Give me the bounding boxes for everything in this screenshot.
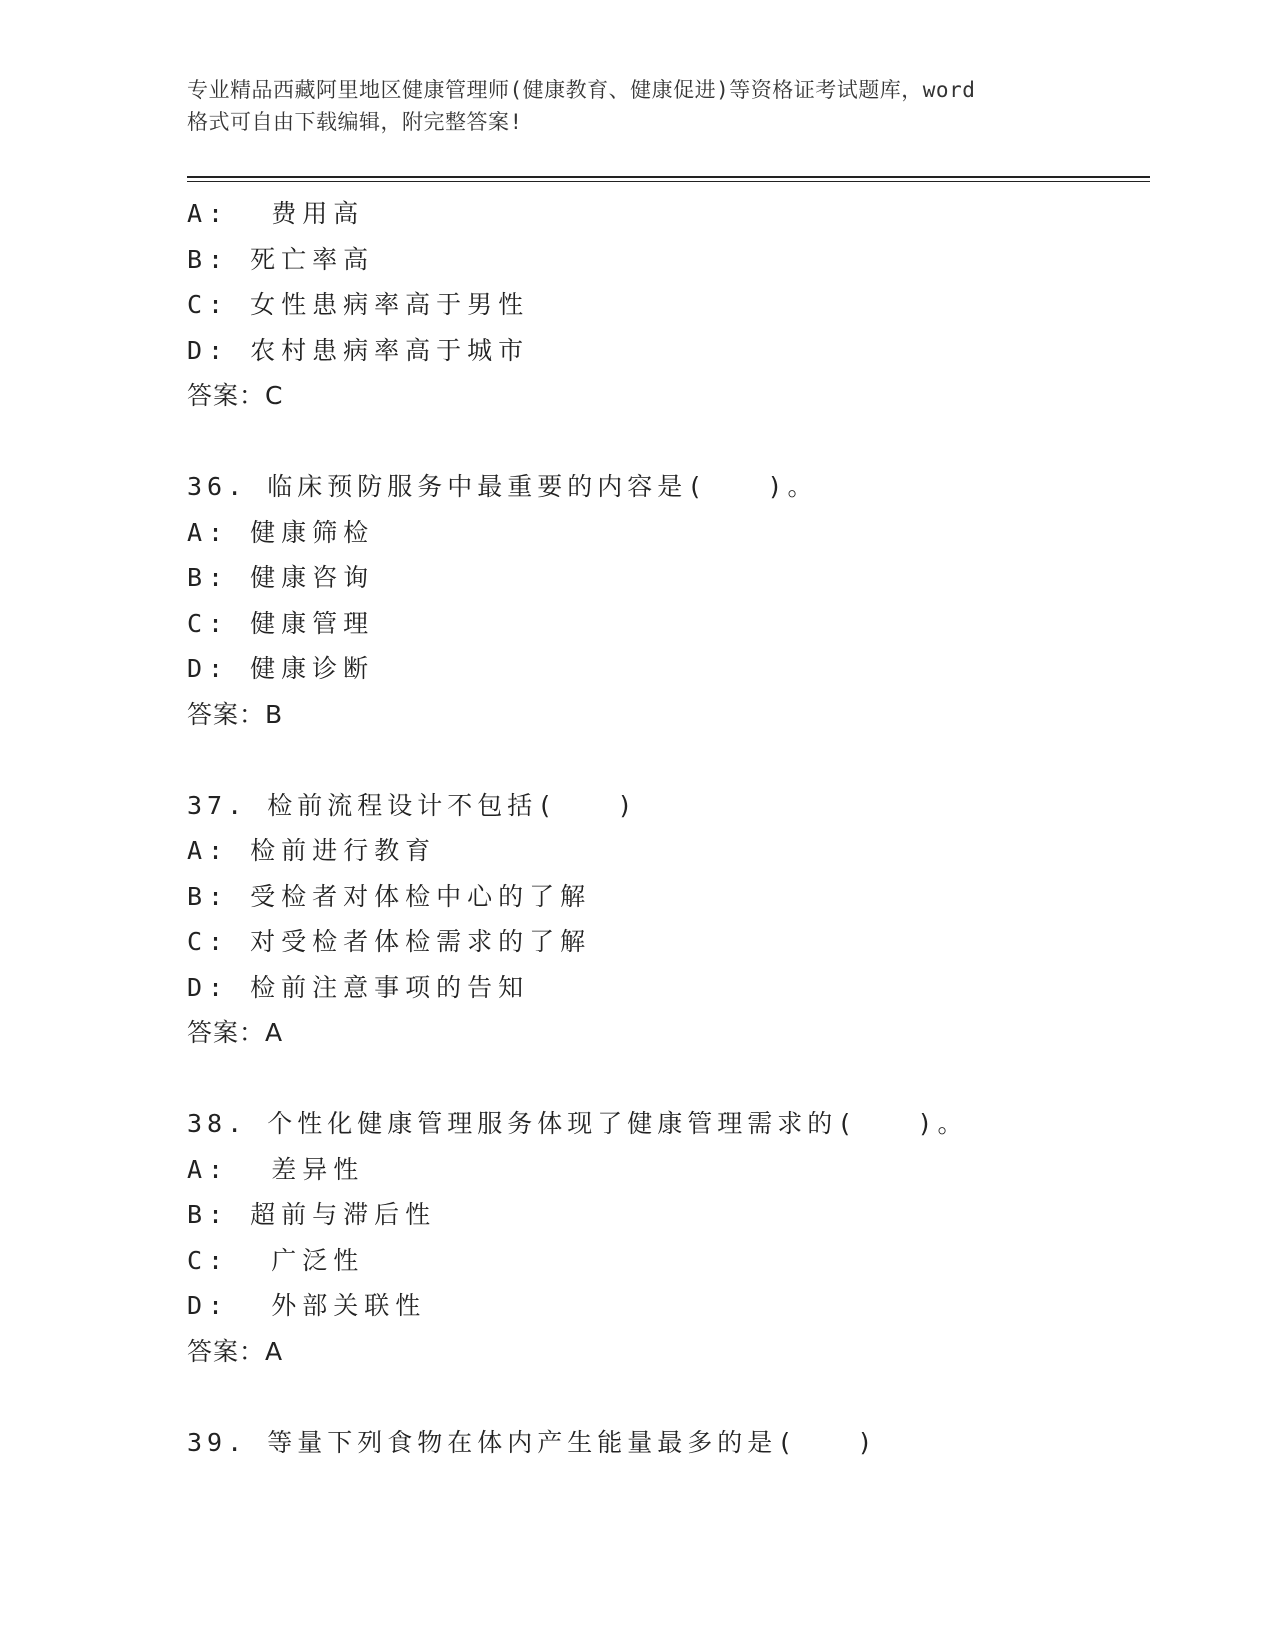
spacer bbox=[187, 737, 1147, 783]
q36-option-a: A: 健康筛检 bbox=[187, 517, 375, 547]
q35-option-b: B: 死亡率高 bbox=[187, 244, 375, 274]
q35-answer: 答案：C bbox=[187, 381, 284, 410]
q38-option-b: B: 超前与滞后性 bbox=[187, 1200, 437, 1229]
q38-option-c: C: 广泛性 bbox=[187, 1245, 365, 1275]
q36-option-c: C: 健康管理 bbox=[187, 608, 375, 638]
header-line-2: 格式可自由下载编辑，附完整答案! bbox=[187, 110, 523, 134]
header-line-1: 专业精品西藏阿里地区健康管理师(健康教育、健康促进)等资格证考试题库，word bbox=[187, 78, 976, 102]
q36-option-b: B: 健康咨询 bbox=[187, 563, 375, 592]
q37-option-d: D: 检前注意事项的告知 bbox=[187, 972, 530, 1002]
q37-option-b: B: 受检者对体检中心的了解 bbox=[187, 881, 592, 911]
q38-answer: 答案：A bbox=[187, 1336, 284, 1366]
q35-option-c: C: 女性患病率高于男性 bbox=[187, 290, 530, 319]
spacer bbox=[187, 1374, 1147, 1420]
q38-question: 38. 个性化健康管理服务体现了健康管理需求的( )。 bbox=[187, 1109, 968, 1138]
q36-question: 36. 临床预防服务中最重要的内容是( )。 bbox=[187, 472, 818, 501]
q37-answer: 答案：A bbox=[187, 1018, 284, 1047]
header-divider bbox=[187, 176, 1150, 182]
q36-answer: 答案：B bbox=[187, 699, 284, 729]
q39-question: 39. 等量下列食物在体内产生能量最多的是( ) bbox=[187, 1427, 878, 1457]
q37-option-c: C: 对受检者体检需求的了解 bbox=[187, 927, 592, 956]
question-list bbox=[187, 191, 1147, 1465]
q35-option-a: A: 费用高 bbox=[187, 199, 365, 228]
spacer bbox=[187, 1056, 1147, 1102]
q37-question: 37. 检前流程设计不包括( ) bbox=[187, 790, 638, 820]
q37-option-a: A: 检前进行教育 bbox=[187, 836, 437, 865]
q36-option-d: D: 健康诊断 bbox=[187, 654, 375, 683]
spacer bbox=[187, 419, 1147, 465]
q38-option-d: D: 外部关联性 bbox=[187, 1291, 427, 1320]
document-header bbox=[187, 74, 1087, 138]
q35-option-d: D: 农村患病率高于城市 bbox=[187, 335, 530, 365]
q38-option-a: A: 差异性 bbox=[187, 1154, 365, 1184]
